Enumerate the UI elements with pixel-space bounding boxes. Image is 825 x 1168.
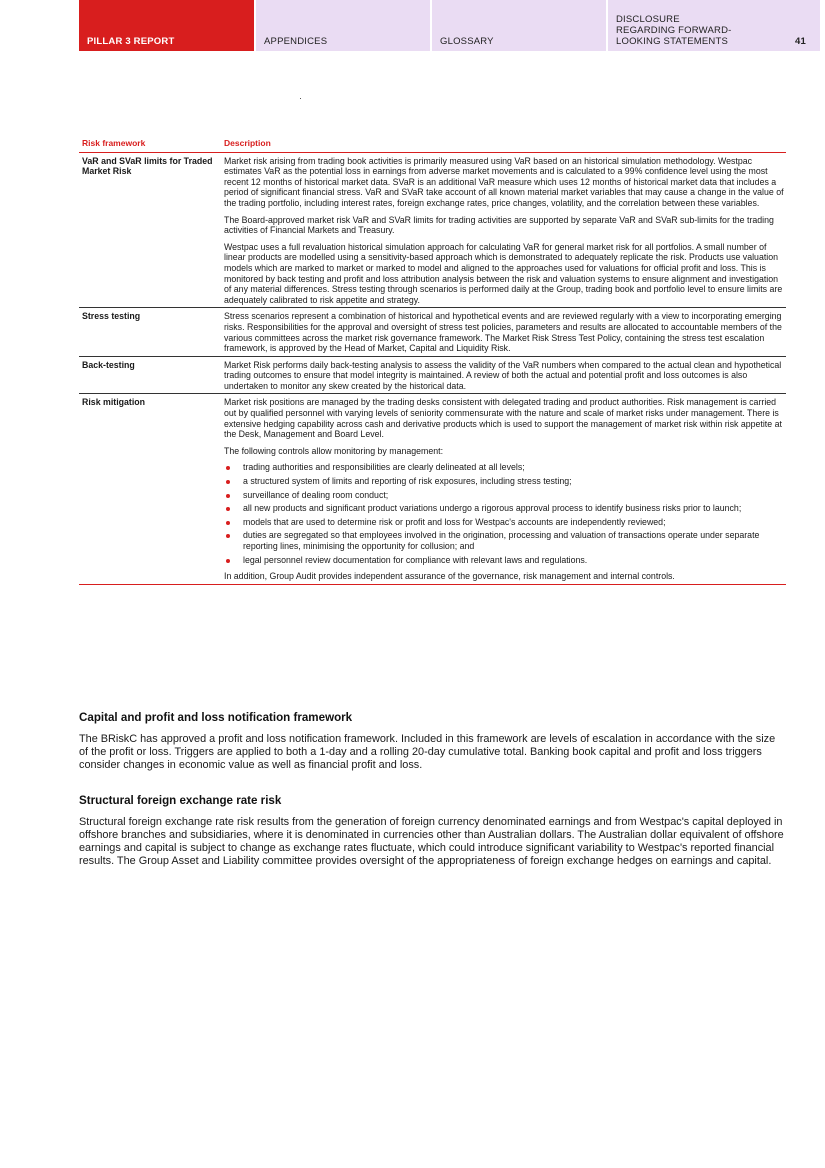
decorative-dot	[300, 98, 301, 99]
table-row	[79, 153, 786, 309]
list-item: models that are used to determine risk or profit and loss for Westpac's accounts are independently reviewed;	[224, 517, 786, 528]
list-item: duties are segregated so that employees involved in the origination, processing and valuation of transactions operate under separate reporting lines, minimising the opportunity for collusion; and	[224, 530, 786, 551]
list-item: trading authorities and responsibilities are clearly delineated at all levels;	[224, 462, 786, 473]
tab-appendices[interactable]	[256, 0, 430, 51]
header-risk-framework: Risk framework	[82, 138, 146, 148]
capital-pnl-section	[79, 711, 786, 772]
list-item: a structured system of limits and reporting of risk exposures, including stress testing;	[224, 476, 786, 487]
header-description: Description	[224, 138, 271, 148]
description-paragraph: Market risk arising from trading book activities is primarily measured using VaR based on an historical simulation methodology. Westpac estimates VaR as the potential loss in earnings from adverse market movements and is calculated to a 99% confidence level using the most recent 12 months of historical market data. SVaR is an additional VaR measure which uses 12 months of historical market data that includes a period of significant financial stress. VaR and SVaR take account of all known material market variables that may cause a change in the value of the trading portfolio, including interest rates, foreign exchange rates, price changes, volatility, and the correlation between these variables.	[224, 155, 784, 208]
fx-risk-section	[79, 794, 786, 868]
tab-label: DISCLOSURE REGARDING FORWARD- LOOKING STATEMENTS	[616, 14, 732, 47]
row-label: VaR and SVaR limits for Traded Market Risk	[82, 155, 213, 177]
row-description	[224, 397, 786, 581]
risk-framework-table	[79, 138, 786, 585]
description-paragraph: Market Risk performs daily back-testing analysis to assess the validity of the VaR numbers when compared to the actual clean and hypothetical trading outcomes to ensure that model integrity is maintained. A review of both the actual and potential profit and loss outcomes is also undertaken to monitor any skew created by the historical data.	[224, 359, 782, 391]
description-paragraph: Market risk positions are managed by the trading desks consistent with delegated trading and product authorities. Risk management is carried out by qualified personnel with varying levels of seniority commensurate with the nature and scale of market risks under management. There is extensive hedging capability across cash and derivative products which is used to support the management of market risk within risk appetite at the Desk, Management and Board Level.	[224, 397, 782, 440]
controls-list	[224, 462, 786, 565]
table-header-row	[79, 138, 786, 153]
row-label: Back-testing	[82, 359, 135, 370]
page-number: 41	[795, 36, 806, 47]
description-paragraph: The following controls allow monitoring by management:	[224, 445, 444, 456]
section-body: The BRiskC has approved a profit and loss notification framework. Included in this framework are levels of escalation in accordance with the size of the profit or loss. Triggers are applied to both a 1-day and a rolling 20-day cumulative total. Banking book capital and profit and loss triggers consider changes in economic value as well as financial profit and loss.	[79, 733, 776, 771]
section-heading: Structural foreign exchange rate risk	[79, 794, 282, 807]
table-row	[79, 394, 786, 584]
row-label: Risk mitigation	[82, 397, 146, 408]
table-row	[79, 308, 786, 356]
row-description	[224, 360, 786, 392]
list-item: legal personnel review documentation for compliance with relevant laws and regulations.	[224, 555, 786, 566]
section-heading: Capital and profit and loss notification framework	[79, 711, 353, 724]
list-item: surveillance of dealing room conduct;	[224, 490, 786, 501]
list-item: all new products and significant product variations undergo a rigorous approval process to identify business risks prior to launch;	[224, 503, 786, 514]
section-body: Structural foreign exchange rate risk results from the generation of foreign currency denominated earnings and from Westpac's capital deployed in offshore branches and subsidiaries, where it is denominated in currencies other than Australian dollars. The Australian dollar equivalent of offshore earnings and capital is subject to change as exchange rates fluctuate, which could introduce significant variability to Westpac's reported financial results. The Group Asset and Liability committee provides oversight of the appropriateness of foreign exchange hedges on earnings and capital.	[79, 816, 784, 867]
tab-label: GLOSSARY	[440, 36, 494, 47]
tab-label: APPENDICES	[264, 36, 328, 47]
description-paragraph: Westpac uses a full revaluation historical simulation approach for calculating VaR for general market risk for all portfolios. A small number of linear products are modelled using a sensitivity-based approach which is demonstrated to adequately replicate the risk. Products use valuation models which are marked to market or marked to model and aligned to the approaches used for valuations for official profit and loss. This is monitored by back testing and profit and loss attribution analysis between the risk and valuation systems to ensure alignment and investigation of any material differences. Stress testing through scenarios is performed daily at the Group, trading book and portfolio level to ensure limits are adequately calibrated to risk appetite and strategy.	[224, 241, 783, 305]
tab-pillar-3-report[interactable]	[79, 0, 254, 51]
table-row	[79, 357, 786, 395]
top-navigation	[79, 0, 822, 51]
row-label: Stress testing	[82, 311, 141, 322]
tab-label: PILLAR 3 REPORT	[87, 36, 175, 47]
row-description	[224, 311, 786, 353]
tab-glossary[interactable]	[432, 0, 606, 51]
description-paragraph: Stress scenarios represent a combination of historical and hypothetical events and are reviewed regularly with a view to incorporating emerging risks. Responsibilities for the approval and oversight of stress test policies, parameters and results are allocated to accountable members of the various committees across the market risk governance framework. The Market Risk Stress Test Policy, containing the stress test escalation framework, is approved by the Head of Market, Capital and Liquidity Risk.	[224, 311, 782, 354]
description-paragraph: The Board-approved market risk VaR and SVaR limits for trading activities are supported by separate VaR and SVaR sub-limits for the trading activities of Financial Markets and Treasury.	[224, 214, 774, 236]
description-paragraph: In addition, Group Audit provides independent assurance of the governance, risk management and internal controls.	[224, 571, 675, 582]
row-description	[224, 156, 786, 306]
tab-disclosure-forward-looking[interactable]	[608, 0, 820, 51]
